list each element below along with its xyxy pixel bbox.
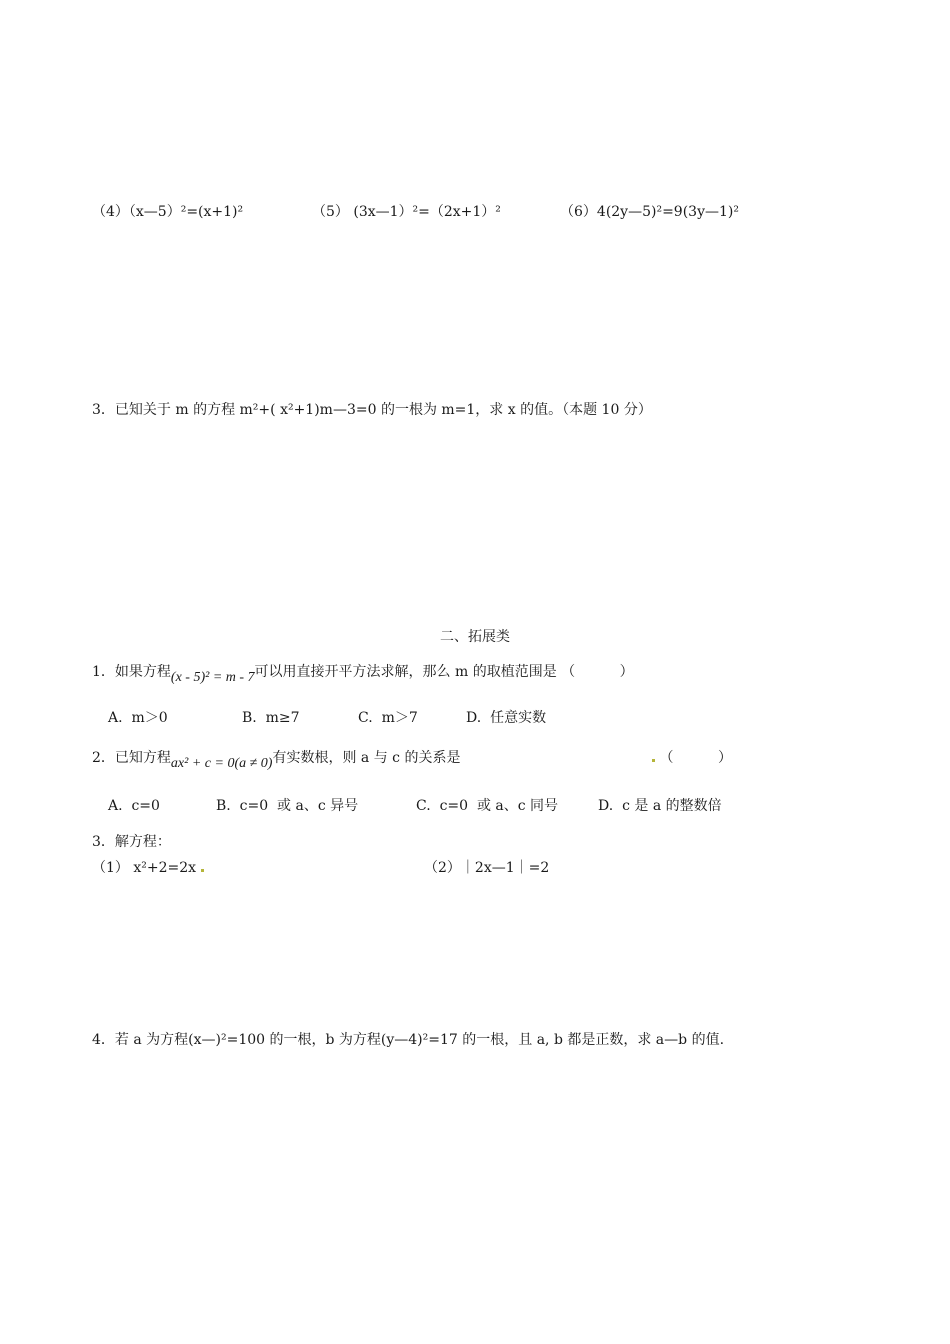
ext-q1-option-b: B. m≥7 bbox=[242, 710, 300, 726]
ext-question-3: 3．解方程： bbox=[92, 834, 171, 850]
ext-q1-option-d: D. 任意实数 bbox=[466, 710, 547, 726]
ext-q2-option-c: C. c=0 或 a、c 同号 bbox=[416, 798, 559, 814]
ext-question-1: 1．如果方程(x - 5)² = m - 7可以用直接开平方法求解，那么 m 的取植范围是 （ ） bbox=[92, 662, 634, 682]
ext-q1-option-a: A. m＞0 bbox=[108, 710, 168, 726]
ext-q2-paren: （ ） bbox=[652, 748, 732, 768]
ext-q3-part-1: （1） x²+2=2x bbox=[92, 858, 204, 878]
question-3: 3．已知关于 m 的方程 m²+( x²+1)m—3=0 的一根为 m=1，求 x 的值。（本题 10 分） bbox=[92, 402, 652, 418]
equation-4: （4）（x—5）²=(x+1)² bbox=[92, 204, 244, 220]
ext-question-2: 2．已知方程ax² + c = 0(a ≠ 0)有实数根，则 a 与 c 的关系是 bbox=[92, 748, 460, 768]
math-expression: (x - 5)² = m - 7 bbox=[170, 670, 255, 685]
section-title: 二、拓展类 bbox=[440, 629, 510, 645]
ext-q2-option-a: A. c=0 bbox=[108, 798, 160, 814]
equation-5: （5） (3x—1）²=（2x+1）² bbox=[312, 204, 501, 220]
ext-q2-option-d: D. c 是 a 的整数倍 bbox=[598, 798, 722, 814]
dot-mark bbox=[652, 759, 655, 762]
math-expression: ax² + c = 0(a ≠ 0) bbox=[170, 756, 273, 771]
ext-q2-option-b: B. c=0 或 a、c 异号 bbox=[216, 798, 359, 814]
ext-question-4: 4．若 a 为方程(x—)²=100 的一根，b 为方程(y—4)²=17 的一根，且 a, b 都是正数，求 a—b 的值. bbox=[92, 1032, 725, 1048]
ext-q3-part-2: （2）｜2x—1｜=2 bbox=[424, 860, 550, 876]
ext-q1-option-c: C. m＞7 bbox=[358, 710, 418, 726]
equation-6: （6）4(2y—5)²=9(3y—1)² bbox=[560, 204, 739, 220]
dot-mark bbox=[201, 869, 204, 872]
